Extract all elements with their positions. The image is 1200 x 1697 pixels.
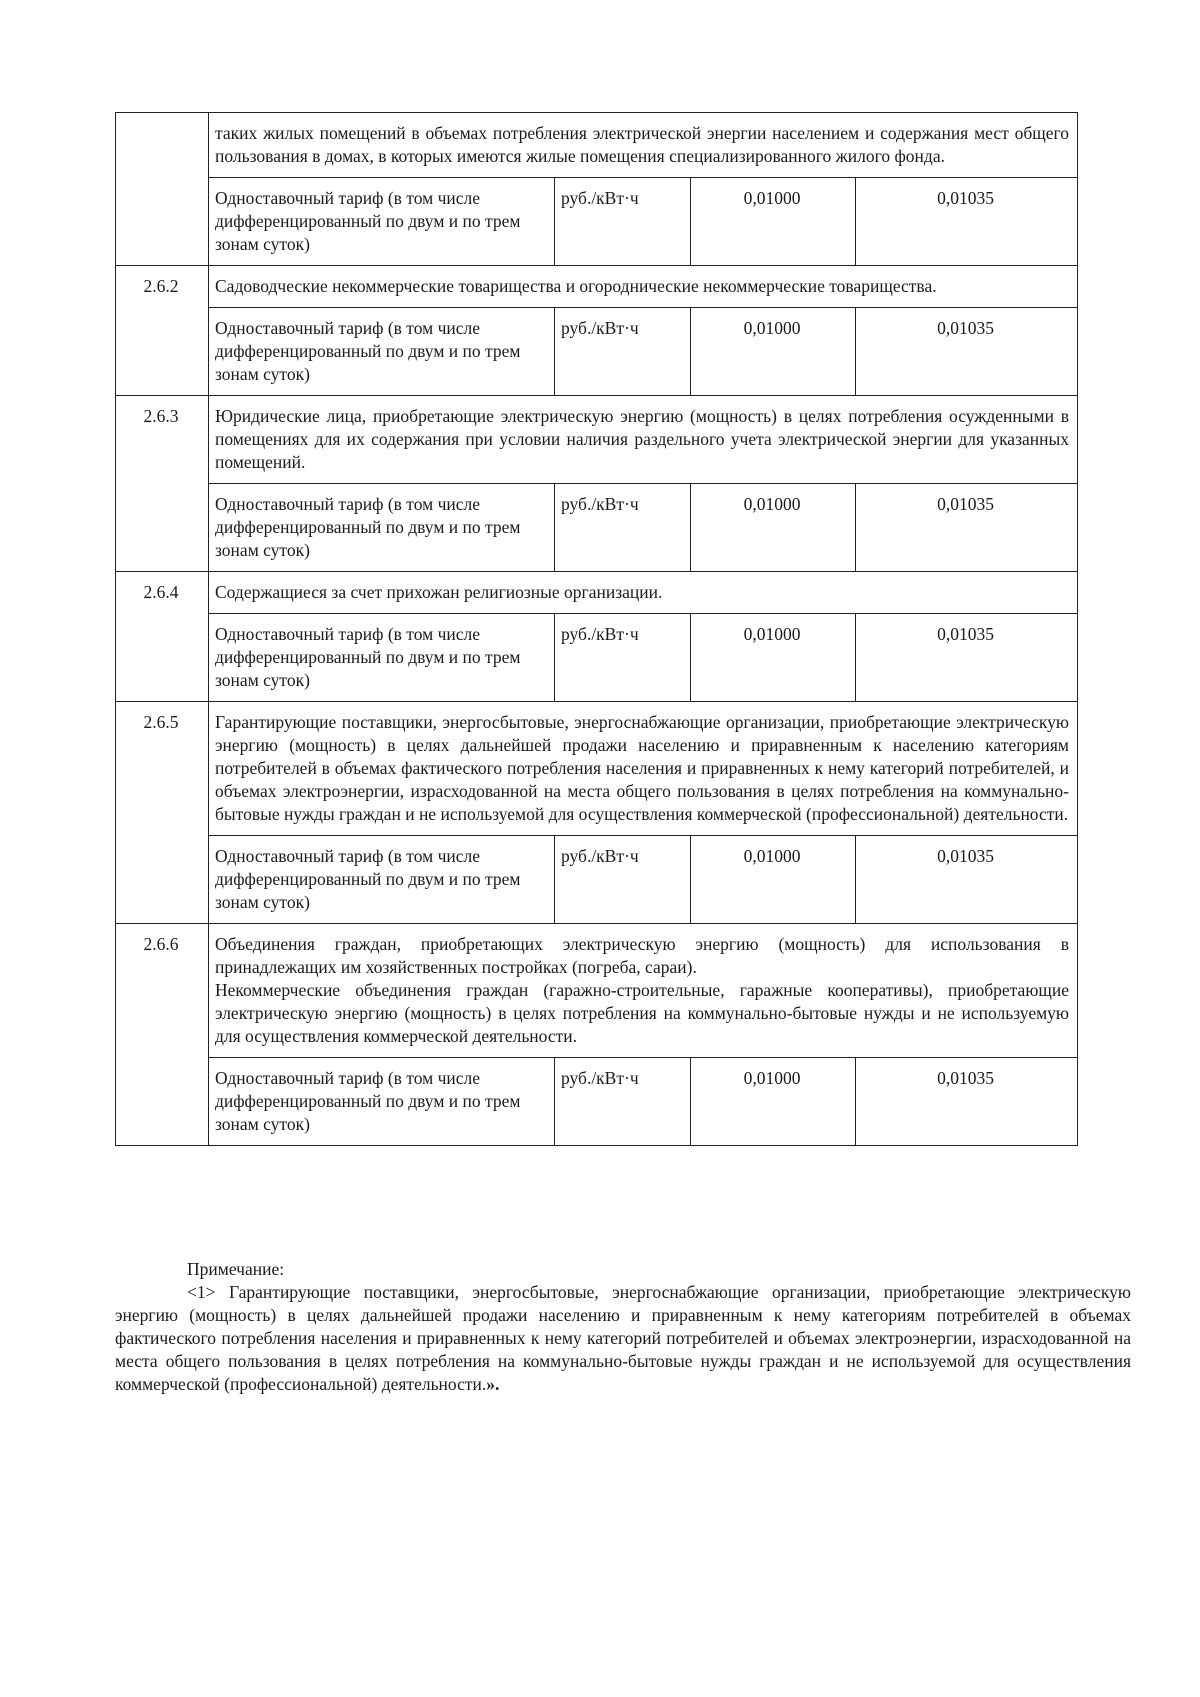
category-title: таких жилых помещений в объемах потребления электрической энергии населением и содержания мест общего пользования в домах, в которых имеются жилые помещения специализированного жилого фонда. — [209, 113, 1078, 178]
category-title: Гарантирующие поставщики, энергосбытовые, энергоснабжающие организации, приобретающие электрическую энергию (мощность) в целях дальнейшей продажи населению и приравненным к населению категориям потребителей в объемах фактического потребления населения и приравненных к нему категорий потребителей, и объемах электроэнергии, израсходованной на места общего пользования в целях потребления на коммунально-бытовые нужды граждан и не используемой для осуществления коммерческой (профессиональной) деятельности. — [209, 702, 1078, 836]
tariff-value-1: 0,01000 — [691, 836, 856, 924]
tariff-value-2: 0,01035 — [856, 1058, 1078, 1146]
category-row — [116, 396, 1078, 484]
row-number: 2.6.2 — [116, 266, 209, 396]
tariff-unit: руб./кВт·ч — [555, 308, 691, 396]
row-number: 2.6.4 — [116, 572, 209, 702]
tariff-name: Одноставочный тариф (в том числе дифференцированный по двум и по трем зонам суток) — [209, 836, 555, 924]
tariff-value-2: 0,01035 — [856, 178, 1078, 266]
tariff-name: Одноставочный тариф (в том числе дифференцированный по двум и по трем зонам суток) — [209, 308, 555, 396]
tariff-row — [116, 178, 1078, 266]
category-row — [116, 113, 1078, 178]
tariff-unit: руб./кВт·ч — [555, 484, 691, 572]
tariff-table — [115, 112, 1078, 1146]
footnote-text: <1> Гарантирующие поставщики, энергосбытовые, энергоснабжающие организации, приобретающие электрическую энергию (мощность) в целях дальнейшей продажи населению и приравненным к нему категориям потребителей в объемах фактического потребления населения и приравненных к нему категорий потребителей и объемах электроэнергии, израсходованной на места общего пользования в целях потребления на коммунально-бытовые нужды граждан и не используемой для осуществления коммерческой (профессиональной) деятельности. — [115, 1282, 1131, 1394]
tariff-value-1: 0,01000 — [691, 614, 856, 702]
category-title: Садоводческие некоммерческие товарищества и огороднические некоммерческие товарищества. — [209, 266, 1078, 308]
tariff-row — [116, 484, 1078, 572]
tariff-name: Одноставочный тариф (в том числе дифференцированный по двум и по трем зонам суток) — [209, 178, 555, 266]
footnote-body — [115, 1281, 1131, 1396]
tariff-unit: руб./кВт·ч — [555, 614, 691, 702]
tariff-value-1: 0,01000 — [691, 484, 856, 572]
row-number: 2.6.5 — [116, 702, 209, 924]
tariff-value-2: 0,01035 — [856, 614, 1078, 702]
tariff-row — [116, 614, 1078, 702]
row-number: 2.6.3 — [116, 396, 209, 572]
category-row — [116, 702, 1078, 836]
category-row — [116, 924, 1078, 1058]
tariff-unit: руб./кВт·ч — [555, 1058, 691, 1146]
footnote-title: Примечание: — [187, 1259, 285, 1279]
row-number: 2.6.6 — [116, 924, 209, 1146]
category-row — [116, 266, 1078, 308]
tariff-name: Одноставочный тариф (в том числе дифференцированный по двум и по трем зонам суток) — [209, 1058, 555, 1146]
tariff-value-1: 0,01000 — [691, 1058, 856, 1146]
category-title — [209, 924, 1078, 1058]
footnote — [115, 1258, 1131, 1396]
closing-quote-mark: ». — [486, 1374, 500, 1394]
tariff-value-2: 0,01035 — [856, 836, 1078, 924]
tariff-value-2: 0,01035 — [856, 484, 1078, 572]
tariff-name: Одноставочный тариф (в том числе дифференцированный по двум и по трем зонам суток) — [209, 614, 555, 702]
tariff-row — [116, 836, 1078, 924]
tariff-unit: руб./кВт·ч — [555, 178, 691, 266]
tariff-value-1: 0,01000 — [691, 308, 856, 396]
category-title-part-2: Некоммерческие объединения граждан (гаражно-строительные, гаражные кооперативы), приобретающие электрическую энергию (мощность) в целях потребления на коммунально-бытовые нужды и не используемую для осуществления коммерческой деятельности. — [215, 980, 1069, 1046]
tariff-row — [116, 1058, 1078, 1146]
tariff-unit: руб./кВт·ч — [555, 836, 691, 924]
category-row — [116, 572, 1078, 614]
tariff-value-1: 0,01000 — [691, 178, 856, 266]
category-title-part-1: Объединения граждан, приобретающих электрическую энергию (мощность) для использования в принадлежащих им хозяйственных постройках (погреба, сараи). — [215, 934, 1069, 977]
tariff-value-2: 0,01035 — [856, 308, 1078, 396]
tariff-row — [116, 308, 1078, 396]
tariff-name: Одноставочный тариф (в том числе дифференцированный по двум и по трем зонам суток) — [209, 484, 555, 572]
row-number — [116, 113, 209, 266]
category-title: Юридические лица, приобретающие электрическую энергию (мощность) в целях потребления осужденными в помещениях для их содержания при условии наличия раздельного учета электрической энергии для указанных помещений. — [209, 396, 1078, 484]
category-title: Содержащиеся за счет прихожан религиозные организации. — [209, 572, 1078, 614]
